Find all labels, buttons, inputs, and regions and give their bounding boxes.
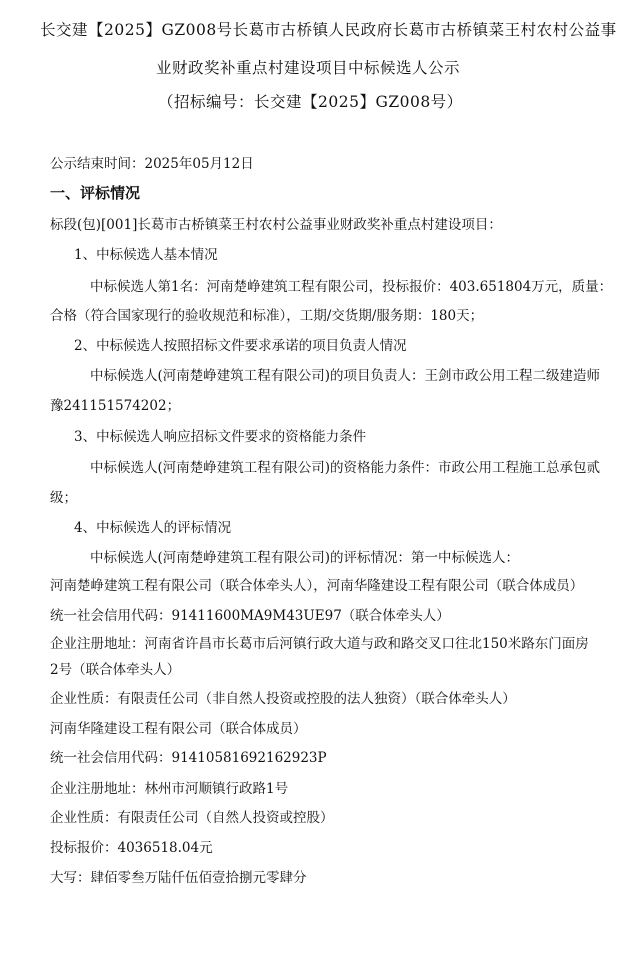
item2-heading: 2、中标候选人按照招标文件要求承诺的项目负责人情况 [74,338,407,354]
member-address: 企业注册地址：林州市河顺镇行政路1号 [50,781,289,797]
item1-line1: 中标候选人第1名：河南楚峥建筑工程有限公司，投标报价：403.651804万元，质量： [90,279,613,295]
item3-line1: 中标候选人(河南楚峥建筑工程有限公司)的资格能力条件：市政公用工程施工总承包贰 [90,460,601,476]
lot-line: 标段(包)[001]长葛市古桥镇菜王村农村公益事业财政奖补重点村建设项目： [50,217,502,233]
doc-title-line1: 长交建【2025】GZ008号长葛市古桥镇人民政府长葛市古桥镇菜王村农村公益事 [40,21,617,39]
section-heading-evaluation: 一、评标情况 [50,184,141,202]
item1-line2: 合格（符合国家现行的验收规范和标准），工期/交货期/服务期：180天； [50,308,484,324]
member-name: 河南华隆建设工程有限公司（联合体成员） [50,721,307,737]
item4-line1: 中标候选人(河南楚峥建筑工程有限公司)的评标情况：第一中标候选人： [90,550,520,566]
item1-heading: 1、中标候选人基本情况 [74,247,218,263]
item2-line1: 中标候选人(河南楚峥建筑工程有限公司)的项目负责人：王剑市政公用工程二级建造师 [90,368,601,384]
doc-title-line3: （招标编号：长交建【2025】GZ008号） [158,93,463,111]
item3-line2: 级； [50,490,77,506]
bid-price-in-words: 大写：肆佰零叁万陆仟伍佰壹拾捌元零肆分 [50,870,307,886]
lead-address-line2: 2号（联合体牵头人） [50,662,181,678]
lead-address-line1: 企业注册地址：河南省许昌市长葛市后河镇行政大道与政和路交叉口往北150米路东门面房 [50,636,589,652]
item3-heading: 3、中标候选人响应招标文件要求的资格能力条件 [74,429,367,445]
member-credit-code: 统一社会信用代码：91410581692162923P [50,750,327,766]
lead-credit-code: 统一社会信用代码：91411600MA9M43UE97（联合体牵头人） [50,608,450,624]
lead-enterprise-nature: 企业性质：有限责任公司（非自然人投资或控股的法人独资）（联合体牵头人） [50,691,516,707]
doc-title-line2: 业财政奖补重点村建设项目中标候选人公示 [156,59,461,77]
member-enterprise-nature: 企业性质：有限责任公司（自然人投资或控股） [50,810,334,826]
bid-price: 投标报价：4036518.04元 [50,840,213,856]
consortium-line: 河南楚峥建筑工程有限公司（联合体牵头人），河南华隆建设工程有限公司（联合体成员） [50,578,584,594]
item4-heading: 4、中标候选人的评标情况 [74,520,232,536]
item2-line2: 豫241151574202； [50,398,181,414]
publicity-end-time: 公示结束时间：2025年05月12日 [50,156,254,172]
